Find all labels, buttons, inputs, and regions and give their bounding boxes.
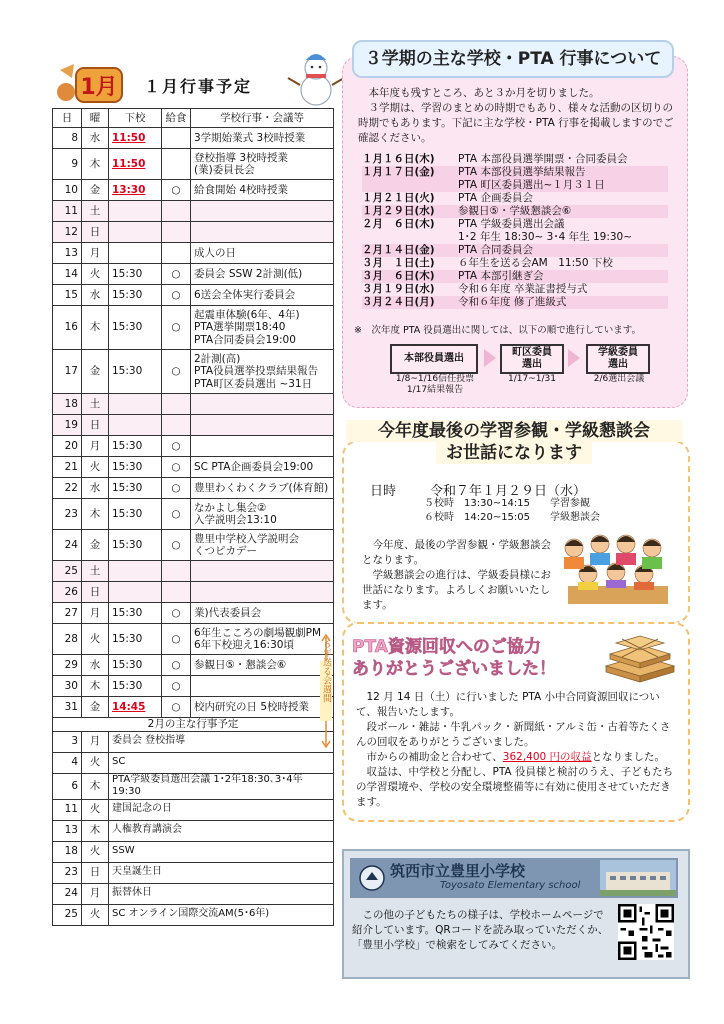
calendar-day: 30 (53, 676, 82, 697)
schedule-item (362, 205, 668, 218)
calendar-day: 16 (53, 306, 82, 350)
calendar-row (53, 697, 334, 718)
calendar-day: 21 (53, 457, 82, 478)
calendar-events: なかよし集会② 入学説明会13:10 (191, 499, 334, 530)
calendar-day: 13 (53, 243, 82, 264)
schedule-date: ２月１４日(金) (362, 244, 435, 256)
calendar-dismissal-time: 15:30 (109, 457, 162, 478)
calendar-events (191, 394, 334, 415)
calendar-dismissal-time: 15:30 (109, 499, 162, 530)
col-header-day: 日 (53, 109, 82, 128)
calendar-lunch-mark (162, 149, 191, 180)
calendar-lunch-mark (162, 222, 191, 243)
month-badge-text: 1月 (80, 75, 118, 100)
feb-day: 6 (53, 773, 82, 799)
flow-step-1-detail: 1/8~1/16信任投票 1/17結果報告 (395, 374, 475, 395)
calendar-day: 12 (53, 222, 82, 243)
calendar-lunch-mark: ○ (162, 478, 191, 499)
calendar-dismissal-time: 15:30 (109, 655, 162, 676)
calendar-day: 8 (53, 128, 82, 149)
feb-event: 振替休日 (109, 883, 334, 904)
schedule-event: 参観日⑤・学級懇談会⑥ (458, 205, 572, 217)
feb-weekday: 月 (82, 883, 109, 904)
recycle-body (356, 690, 676, 810)
col-header-dismissal: 下校 (109, 109, 162, 128)
flow-step-2: 町区委員 選出 (500, 344, 564, 374)
farewell-week-marker (319, 633, 333, 749)
school-building-image (600, 860, 676, 896)
feb-event: 委員会 登校指導 (109, 731, 334, 752)
calendar-row (53, 222, 334, 243)
calendar-events (191, 561, 334, 582)
feb-event: SC (109, 752, 334, 773)
feb-row (53, 752, 334, 773)
flow-step-2-detail: 1/17~1/31 (508, 374, 556, 384)
calendar-weekday: 日 (82, 415, 109, 436)
calendar-day: 11 (53, 201, 82, 222)
calendar-dismissal-time (109, 394, 162, 415)
visit-date-value: 令和７年１月２９日（水） (430, 484, 587, 499)
calendar-day: 24 (53, 530, 82, 561)
calendar-weekday: 水 (82, 128, 109, 149)
farewell-week-label: ６年送る会週間 (321, 639, 331, 703)
schedule-date: ３月１９日(水) (362, 283, 435, 295)
calendar-lunch-mark: ○ (162, 457, 191, 478)
feb-row (53, 841, 334, 862)
calendar-weekday: 木 (82, 676, 109, 697)
schedule-date: ３月 ６日(木) (362, 270, 435, 282)
calendar-weekday: 日 (82, 582, 109, 603)
calendar-weekday: 火 (82, 624, 109, 655)
schedule-date: ２月 ６日(木) (362, 218, 435, 230)
calendar-lunch-mark: ○ (162, 180, 191, 201)
calendar-dismissal-time: 15:30 (109, 436, 162, 457)
calendar-day: 14 (53, 264, 82, 285)
calendar-day: 17 (53, 350, 82, 394)
calendar-lunch-mark (162, 128, 191, 149)
schedule-item (362, 283, 668, 296)
calendar-lunch-mark (162, 201, 191, 222)
calendar-row (53, 582, 334, 603)
calendar-events: 起震車体験(6年、4年) PTA選挙開票18:40 PTA合同委員会19:00 (191, 306, 334, 350)
calendar-weekday: 月 (82, 436, 109, 457)
schedule-date: １月２１日(火) (362, 192, 435, 204)
calendar-events (191, 582, 334, 603)
feb-day: 4 (53, 752, 82, 773)
calendar-dismissal-time: 15:30 (109, 478, 162, 499)
recycle-body-post: となりました。 収益は、中学校と分配し、PTA 役員様と検討のうえ、子どもたちの学習環境や、学校の安全環境整備等に有効に使用させていただきます。 (356, 751, 674, 808)
calendar-lunch-mark: ○ (162, 499, 191, 530)
calendar-lunch-mark: ○ (162, 697, 191, 718)
col-header-weekday: 曜 (82, 109, 109, 128)
schedule-item (362, 296, 668, 309)
schedule-event: PTA 本部役員選挙結果報告 PTA 町区委員選出~１月３１日 (458, 166, 605, 191)
calendar-weekday: 木 (82, 306, 109, 350)
feb-day: 24 (53, 883, 82, 904)
feb-section-title: 2月の主な行事予定 (53, 718, 334, 732)
calendar-lunch-mark (162, 415, 191, 436)
calendar-dismissal-time (109, 582, 162, 603)
calendar-weekday: 金 (82, 530, 109, 561)
flow-step-3: 学級委員 選出 (586, 344, 650, 374)
schedule-date: １月１６日(木) (362, 153, 435, 165)
calendar-day: 31 (53, 697, 82, 718)
calendar-dismissal-time: 13:30 (109, 180, 162, 201)
feb-event: 天皇誕生日 (109, 862, 334, 883)
calendar-day: 9 (53, 149, 82, 180)
calendar-weekday: 金 (82, 180, 109, 201)
calendar-dismissal-time: 11:50 (109, 149, 162, 180)
visit-box-title (346, 420, 682, 464)
calendar-dismissal-time (109, 201, 162, 222)
qr-code-icon[interactable] (618, 904, 674, 960)
visit-body: 今年度、最後の学習参観・学級懇談会となります。 学級懇談会の進行は、学級委員様にお世話になります。よろしくお願いいたします。 (362, 539, 551, 611)
calendar-events: 豊里わくわくクラブ(体育館) (191, 478, 334, 499)
calendar-weekday: 土 (82, 394, 109, 415)
calendar-weekday: 土 (82, 561, 109, 582)
calendar-lunch-mark: ○ (162, 655, 191, 676)
calendar-events: 登校指導 3校時授業 (業)委員長会 (191, 149, 334, 180)
calendar-lunch-mark: ○ (162, 676, 191, 697)
calendar-day: 29 (53, 655, 82, 676)
calendar-events: 豊里中学校入学説明会 くつピカデー (191, 530, 334, 561)
calendar-dismissal-time (109, 222, 162, 243)
calendar-row (53, 561, 334, 582)
calendar-lunch-mark: ○ (162, 264, 191, 285)
schedule-event: 令和６年度 修了進級式 (458, 296, 567, 308)
calendar-dismissal-time: 15:30 (109, 530, 162, 561)
schedule-item (362, 153, 668, 166)
feb-weekday: 木 (82, 773, 109, 799)
calendar-weekday: 火 (82, 457, 109, 478)
calendar-dismissal-time: 15:30 (109, 676, 162, 697)
calendar-row (53, 128, 334, 149)
feb-row (53, 883, 334, 904)
calendar-events: 6年生こころの劇場観劇PM 6年下校迎え16:30頃 (191, 624, 334, 655)
schedule-item (362, 257, 668, 270)
schedule-item (362, 218, 668, 244)
recycle-title-line1: PTA資源回収へのご協力 (352, 637, 541, 657)
schedule-date: １月１７日(金) (362, 166, 435, 178)
schedule-event: 令和６年度 卒業証書授与式 (458, 283, 588, 295)
visit-title-line2: お世話になります (436, 442, 592, 464)
calendar-dismissal-time (109, 561, 162, 582)
students-illustration (560, 530, 678, 608)
calendar-lunch-mark (162, 582, 191, 603)
feb-day: 18 (53, 841, 82, 862)
schedule-event: PTA 本部役員選挙開票・合同委員会 (458, 153, 628, 165)
calendar-events (191, 201, 334, 222)
calendar-weekday: 金 (82, 697, 109, 718)
calendar-row (53, 499, 334, 530)
calendar-row (53, 201, 334, 222)
calendar-day: 10 (53, 180, 82, 201)
calendar-lunch-mark: ○ (162, 285, 191, 306)
calendar-events: SC PTA企画委員会19:00 (191, 457, 334, 478)
calendar-weekday: 木 (82, 149, 109, 180)
events-schedule-list (362, 153, 668, 309)
calendar-events: 参観日⑤・懇談会⑥ (191, 655, 334, 676)
calendar-day: 28 (53, 624, 82, 655)
calendar-weekday: 金 (82, 350, 109, 394)
calendar-events: 6送会全体実行委員会 (191, 285, 334, 306)
schedule-date: １月２９日(水) (362, 205, 435, 217)
schedule-event: PTA 本部引継ぎ会 (458, 270, 544, 282)
events-box-title: ３学期の主な学校・PTA 行事について (352, 40, 674, 78)
calendar-events: 委員会 SSW 2計測(低) (191, 264, 334, 285)
feb-event: PTA学級委員選出会議 1･2年18:30､3･4年19:30 (109, 773, 334, 799)
school-name-en: Toyosato Elementary school (440, 880, 581, 891)
feb-weekday: 木 (82, 820, 109, 841)
january-calendar-table (52, 108, 334, 926)
feb-row (53, 862, 334, 883)
calendar-weekday: 土 (82, 201, 109, 222)
feb-weekday: 火 (82, 841, 109, 862)
calendar-title: １月行事予定 (144, 77, 253, 96)
feb-weekday: 火 (82, 752, 109, 773)
feb-weekday: 日 (82, 862, 109, 883)
calendar-row (53, 264, 334, 285)
feb-day: 23 (53, 862, 82, 883)
calendar-row (53, 350, 334, 394)
cardboard-bundles-illustration (600, 630, 680, 686)
calendar-lunch-mark: ○ (162, 306, 191, 350)
feb-row (53, 799, 334, 820)
calendar-dismissal-time: 11:50 (109, 128, 162, 149)
calendar-row (53, 624, 334, 655)
flow-step-1: 本部役員選出 (390, 344, 478, 374)
calendar-row (53, 415, 334, 436)
calendar-events (191, 415, 334, 436)
calendar-day: 26 (53, 582, 82, 603)
schedule-event: PTA 合同委員会 (458, 244, 533, 256)
calendar-day: 18 (53, 394, 82, 415)
visit-times: ５校時 13:30~14:15 学習参観 ６校時 14:20~15:05 学級懇談会 (424, 498, 601, 523)
calendar-dismissal-time: 15:30 (109, 285, 162, 306)
pta-selection-note: ※ 次年度 PTA 役員選出に関しては、以下の順で進行しています。 (354, 325, 642, 336)
calendar-lunch-mark: ○ (162, 350, 191, 394)
calendar-weekday: 日 (82, 222, 109, 243)
calendar-weekday: 水 (82, 655, 109, 676)
col-header-lunch: 給食 (162, 109, 191, 128)
feb-weekday: 月 (82, 731, 109, 752)
calendar-lunch-mark: ○ (162, 530, 191, 561)
calendar-events: 2計測(高) PTA役員選挙投票結果報告 PTA町区委員選出 ~31日 (191, 350, 334, 394)
calendar-day: 20 (53, 436, 82, 457)
recycle-body-pre: 12 月 14 日（土）に行いました PTA 小中合同資源回収について、報告いたします。 段ボール・雑誌・牛乳パック・新聞紙・アルミ缶・古着等たくさんの回収をありがとうございました。 市からの補助金と合わせて、 (356, 691, 671, 763)
calendar-weekday: 水 (82, 285, 109, 306)
calendar-row (53, 655, 334, 676)
schedule-item (362, 244, 668, 257)
calendar-lunch-mark (162, 561, 191, 582)
calendar-row (53, 285, 334, 306)
calendar-dismissal-time: 14:45 (109, 697, 162, 718)
calendar-dismissal-time: 15:30 (109, 264, 162, 285)
schedule-event: PTA 学級委員選出会議 1･2 年生 18:30~ 3･4 年生 19:30~ (458, 218, 633, 243)
calendar-events: 成人の日 (191, 243, 334, 264)
calendar-dismissal-time: 15:30 (109, 603, 162, 624)
calendar-day: 19 (53, 415, 82, 436)
calendar-weekday: 月 (82, 243, 109, 264)
feb-weekday: 火 (82, 799, 109, 820)
schedule-event: ６年生を送る会AM 11:50 下校 (458, 257, 613, 269)
month-badge (52, 62, 126, 106)
calendar-row (53, 603, 334, 624)
recycle-box-title (352, 636, 602, 680)
snowman-icon (280, 40, 350, 110)
events-box-intro: 本年度も残すところ、あと３か月を切りました。 ３学期は、学習のまとめの時期でもあり、様々な活動の区切りの時期でもあります。下記に主な学校・PTA 行事を掲載しますのでご確認ください。 (358, 87, 674, 144)
calendar-dismissal-time (109, 243, 162, 264)
school-emblem-icon (358, 864, 386, 892)
visit-title-line1: 今年度最後の学習参観・学級懇談会 (346, 420, 682, 442)
calendar-row (53, 436, 334, 457)
calendar-row (53, 243, 334, 264)
calendar-lunch-mark (162, 394, 191, 415)
calendar-weekday: 火 (82, 264, 109, 285)
recycle-amount: 362,400 円の収益 (502, 751, 592, 763)
school-info-body: この他の子どもたちの様子は、学校ホームページで紹介しています。QRコードを読み取っていただくか、「豊里小学校」で検索をしてみてください。 (352, 909, 609, 951)
feb-row (53, 904, 334, 925)
calendar-dismissal-time: 15:30 (109, 624, 162, 655)
calendar-lunch-mark: ○ (162, 603, 191, 624)
schedule-item (362, 270, 668, 283)
flow-arrow-icon (568, 349, 580, 367)
feb-row (53, 731, 334, 752)
calendar-weekday: 月 (82, 603, 109, 624)
recycle-title-line2: ありがとうございました！ (352, 659, 556, 679)
calendar-row (53, 457, 334, 478)
calendar-events: 3学期始業式 3校時授業 (191, 128, 334, 149)
schedule-date: ３月２４日(月) (362, 296, 435, 308)
calendar-row (53, 306, 334, 350)
calendar-events (191, 436, 334, 457)
calendar-row (53, 394, 334, 415)
calendar-row (53, 676, 334, 697)
flow-arrow-icon (484, 349, 496, 367)
calendar-header (52, 62, 342, 108)
calendar-day: 27 (53, 603, 82, 624)
feb-weekday: 火 (82, 904, 109, 925)
calendar-events (191, 676, 334, 697)
calendar-events: 校内研究の日 5校時授業 (191, 697, 334, 718)
schedule-item (362, 192, 668, 205)
calendar-weekday: 木 (82, 499, 109, 530)
feb-event: 建国記念の日 (109, 799, 334, 820)
feb-event: SSW (109, 841, 334, 862)
calendar-lunch-mark: ○ (162, 436, 191, 457)
feb-event: SC オンライン国際交流AM(5･6年) (109, 904, 334, 925)
calendar-events: 業)代表委員会 (191, 603, 334, 624)
schedule-item (362, 166, 668, 192)
calendar-events: 給食開始 4校時授業 (191, 180, 334, 201)
calendar-dismissal-time: 15:30 (109, 306, 162, 350)
col-header-events: 学校行事・会議等 (191, 109, 334, 128)
calendar-events (191, 222, 334, 243)
schedule-date: ３月 １日(土) (362, 257, 435, 269)
feb-row (53, 820, 334, 841)
calendar-lunch-mark (162, 243, 191, 264)
calendar-weekday: 水 (82, 478, 109, 499)
calendar-dismissal-time: 15:30 (109, 350, 162, 394)
schedule-event: PTA 企画委員会 (458, 192, 533, 204)
calendar-day: 22 (53, 478, 82, 499)
calendar-day: 25 (53, 561, 82, 582)
feb-day: 3 (53, 731, 82, 752)
calendar-row (53, 478, 334, 499)
school-name: 筑西市立豊里小学校 (390, 862, 526, 880)
calendar-row (53, 149, 334, 180)
feb-day: 11 (53, 799, 82, 820)
feb-day: 13 (53, 820, 82, 841)
feb-row (53, 773, 334, 799)
flow-step-3-detail: 2/6選出会議 (593, 374, 645, 384)
calendar-row (53, 530, 334, 561)
calendar-lunch-mark: ○ (162, 624, 191, 655)
feb-event: 人権教育講演会 (109, 820, 334, 841)
feb-day: 25 (53, 904, 82, 925)
visit-date-label: 日時 (370, 484, 397, 499)
calendar-dismissal-time (109, 415, 162, 436)
calendar-day: 23 (53, 499, 82, 530)
calendar-day: 15 (53, 285, 82, 306)
calendar-row (53, 180, 334, 201)
